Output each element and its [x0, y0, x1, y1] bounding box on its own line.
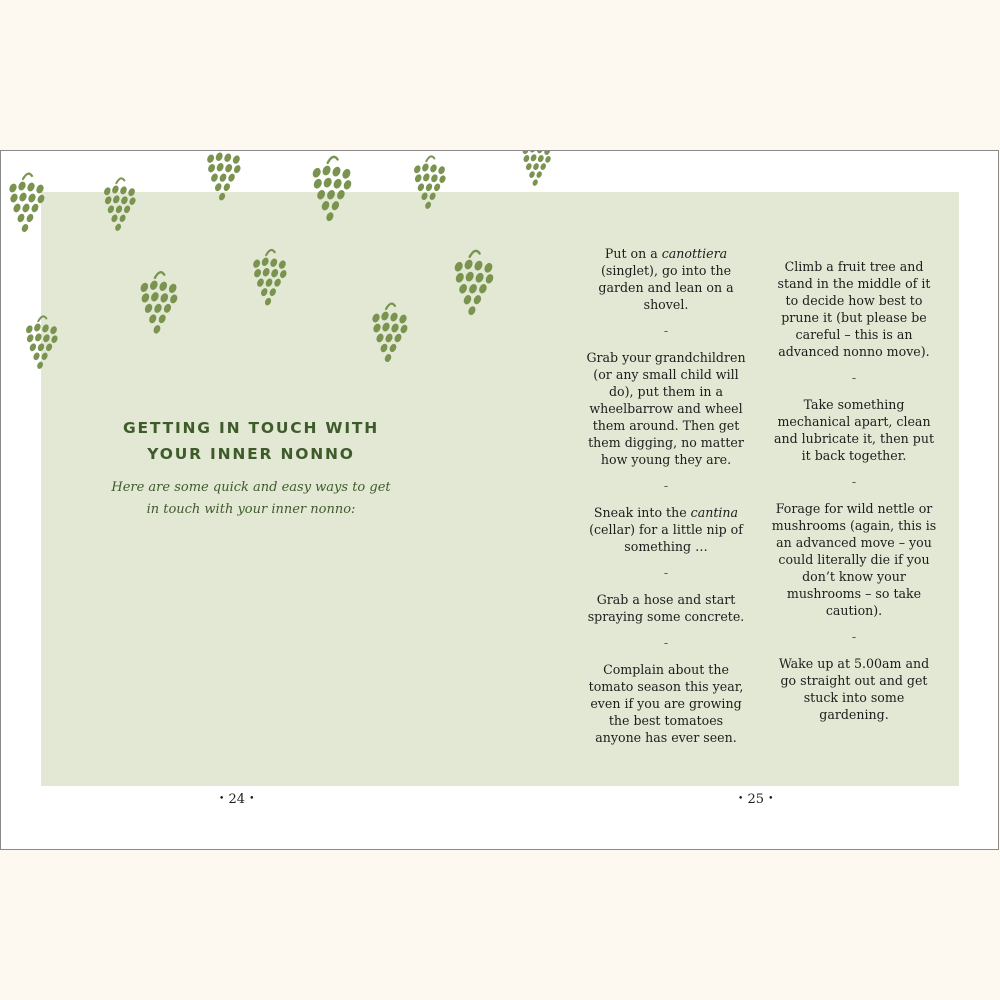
tip-item: Put on a canottiera (singlet), go into the garden and lean on a shovel. — [598, 246, 734, 312]
tip-item: Wake up at 5.00am and go straight out and get stuck into some gardening. — [778, 656, 930, 722]
tip-item: Sneak into the cantina (cellar) for a little nip of something … — [589, 505, 743, 554]
tip-item: Take something mechanical apart, clean and lubricate it, then put it back together. — [773, 397, 935, 463]
book-spread — [0, 150, 999, 850]
tips-column-1 — [584, 245, 748, 746]
grape-cluster-icon — [8, 174, 46, 233]
separator-dash: - — [851, 474, 857, 489]
grape-cluster-icon — [522, 151, 552, 187]
grape-cluster-icon — [311, 157, 353, 222]
page-number-right: • 25 • — [738, 792, 774, 807]
grape-cluster-icon — [103, 178, 137, 232]
separator-dash: - — [663, 565, 669, 580]
separator-dash: - — [663, 635, 669, 650]
separator-dash: - — [663, 323, 669, 338]
intro-line: Here are some quick and easy ways to get — [111, 480, 391, 495]
intro-text — [101, 477, 401, 521]
page-number-left: • 24 • — [219, 792, 255, 807]
tip-item: Complain about the tomato season this year, even if you are growing the best tomatoes anyone has ever seen. — [588, 662, 744, 745]
section-heading — [91, 415, 411, 467]
tip-item: Grab a hose and start spraying some concrete. — [587, 592, 745, 624]
grape-cluster-icon — [371, 304, 409, 363]
grape-cluster-icon — [139, 272, 179, 334]
tips-column-2 — [771, 258, 937, 723]
tip-item: Grab your grandchildren (or any small child will do), put them in a wheelbarrow and wheel them around. Then get them digging, no matter how young they are. — [586, 350, 746, 467]
tip-item: Forage for wild nettle or mushrooms (again, this is an advanced move – you could literally die if you don’t know your mushrooms – so take caution). — [771, 501, 937, 618]
separator-dash: - — [663, 478, 669, 493]
grape-cluster-icon — [25, 316, 59, 370]
heading-line: YOUR INNER NONNO — [147, 445, 355, 463]
grape-cluster-icon — [206, 151, 242, 201]
grape-cluster-icon — [453, 251, 495, 316]
grape-cluster-icon — [413, 156, 447, 210]
tip-item: Climb a fruit tree and stand in the middle of it to decide how best to prune it (but please be careful – this is an advanced nonno move). — [777, 259, 931, 359]
separator-dash: - — [851, 370, 857, 385]
heading-line: GETTING IN TOUCH WITH — [122, 419, 380, 437]
separator-dash: - — [851, 629, 857, 644]
intro-line: in touch with your inner nonno: — [146, 502, 356, 517]
grape-cluster-icon — [252, 250, 288, 307]
